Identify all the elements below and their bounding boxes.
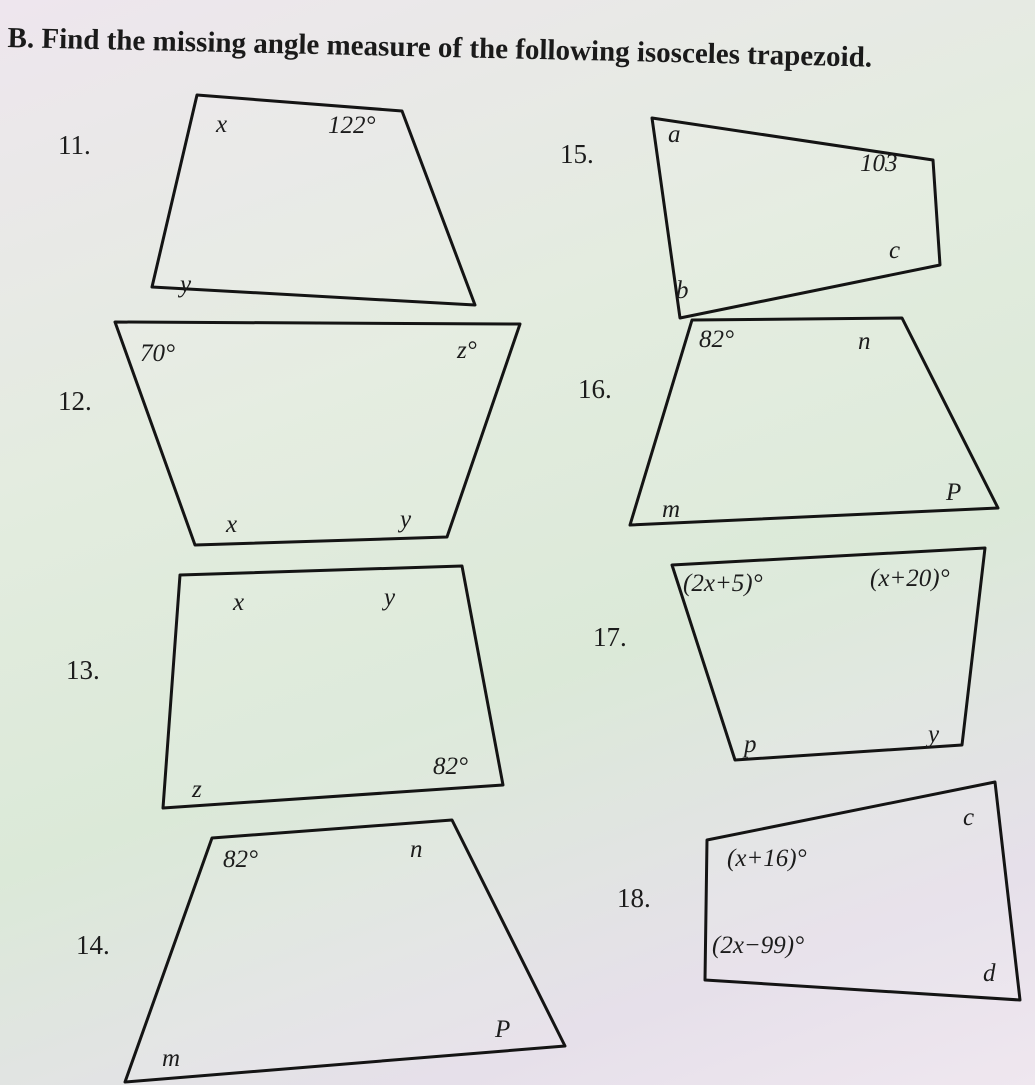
angle-label-bottom-left: z (192, 776, 202, 803)
angle-label-top-left: x (233, 589, 245, 616)
problem-number: 17. (593, 622, 627, 652)
problem-number: 16. (578, 374, 612, 404)
trapezoid-16 (630, 318, 998, 525)
angle-label-top-right: 122° (328, 112, 376, 139)
angle-label-bottom-right: P (946, 479, 962, 506)
angle-label-bottom-right: P (495, 1016, 511, 1043)
angle-label-top-left: 82° (699, 326, 734, 353)
trapezoid-15 (652, 118, 940, 318)
problem-number: 15. (560, 139, 594, 169)
angle-label-top-right: n (858, 328, 871, 355)
angle-label-bottom-right: 82° (433, 753, 468, 780)
problem-17 (593, 548, 985, 760)
angle-label-bottom-left: y (180, 271, 192, 298)
angle-label-bottom-left: m (162, 1045, 181, 1072)
problem-11 (58, 95, 475, 305)
problem-18 (617, 782, 1020, 1000)
problem-15 (560, 118, 940, 318)
angle-label-top-left: (x+16)° (727, 845, 807, 872)
problem-12 (58, 322, 520, 545)
problem-number: 14. (76, 930, 110, 960)
angle-label-bottom-left: m (662, 496, 681, 523)
angle-label-bottom-left: p (744, 731, 757, 758)
problem-16 (578, 318, 998, 525)
angle-label-top-right: n (410, 836, 423, 863)
angle-label-top-left: (2x+5)° (683, 570, 763, 597)
angle-label-top-right: c (963, 804, 975, 831)
problem-number: 12. (58, 386, 92, 416)
angle-label-top-right: 103 (860, 150, 898, 177)
angle-label-top-right: z° (457, 337, 477, 364)
angle-label-bottom-right: y (400, 506, 412, 533)
problem-13 (66, 566, 503, 808)
page-title: B. Find the missing angle measure of the following isosceles trapezoid. (7, 22, 873, 74)
angle-label-top-left: a (668, 121, 681, 148)
angle-label-bottom-left: (2x−99)° (712, 932, 805, 959)
problem-number: 13. (66, 655, 100, 685)
problem-14 (76, 820, 565, 1082)
angle-label-bottom-left: b (676, 277, 689, 304)
angle-label-top-right: (x+20)° (870, 565, 950, 592)
problem-number: 18. (617, 883, 651, 913)
angle-label-bottom-right: y (928, 721, 940, 748)
angle-label-bottom-left: x (226, 511, 238, 538)
angle-label-bottom-right: d (983, 960, 996, 987)
angle-label-top-left: x (216, 111, 228, 138)
trapezoid-11 (152, 95, 475, 305)
problem-number: 11. (58, 130, 91, 160)
angle-label-bottom-right: c (889, 237, 901, 264)
angle-label-top-left: 70° (140, 340, 175, 367)
angle-label-top-left: 82° (223, 846, 258, 873)
angle-label-top-right: y (384, 584, 396, 611)
